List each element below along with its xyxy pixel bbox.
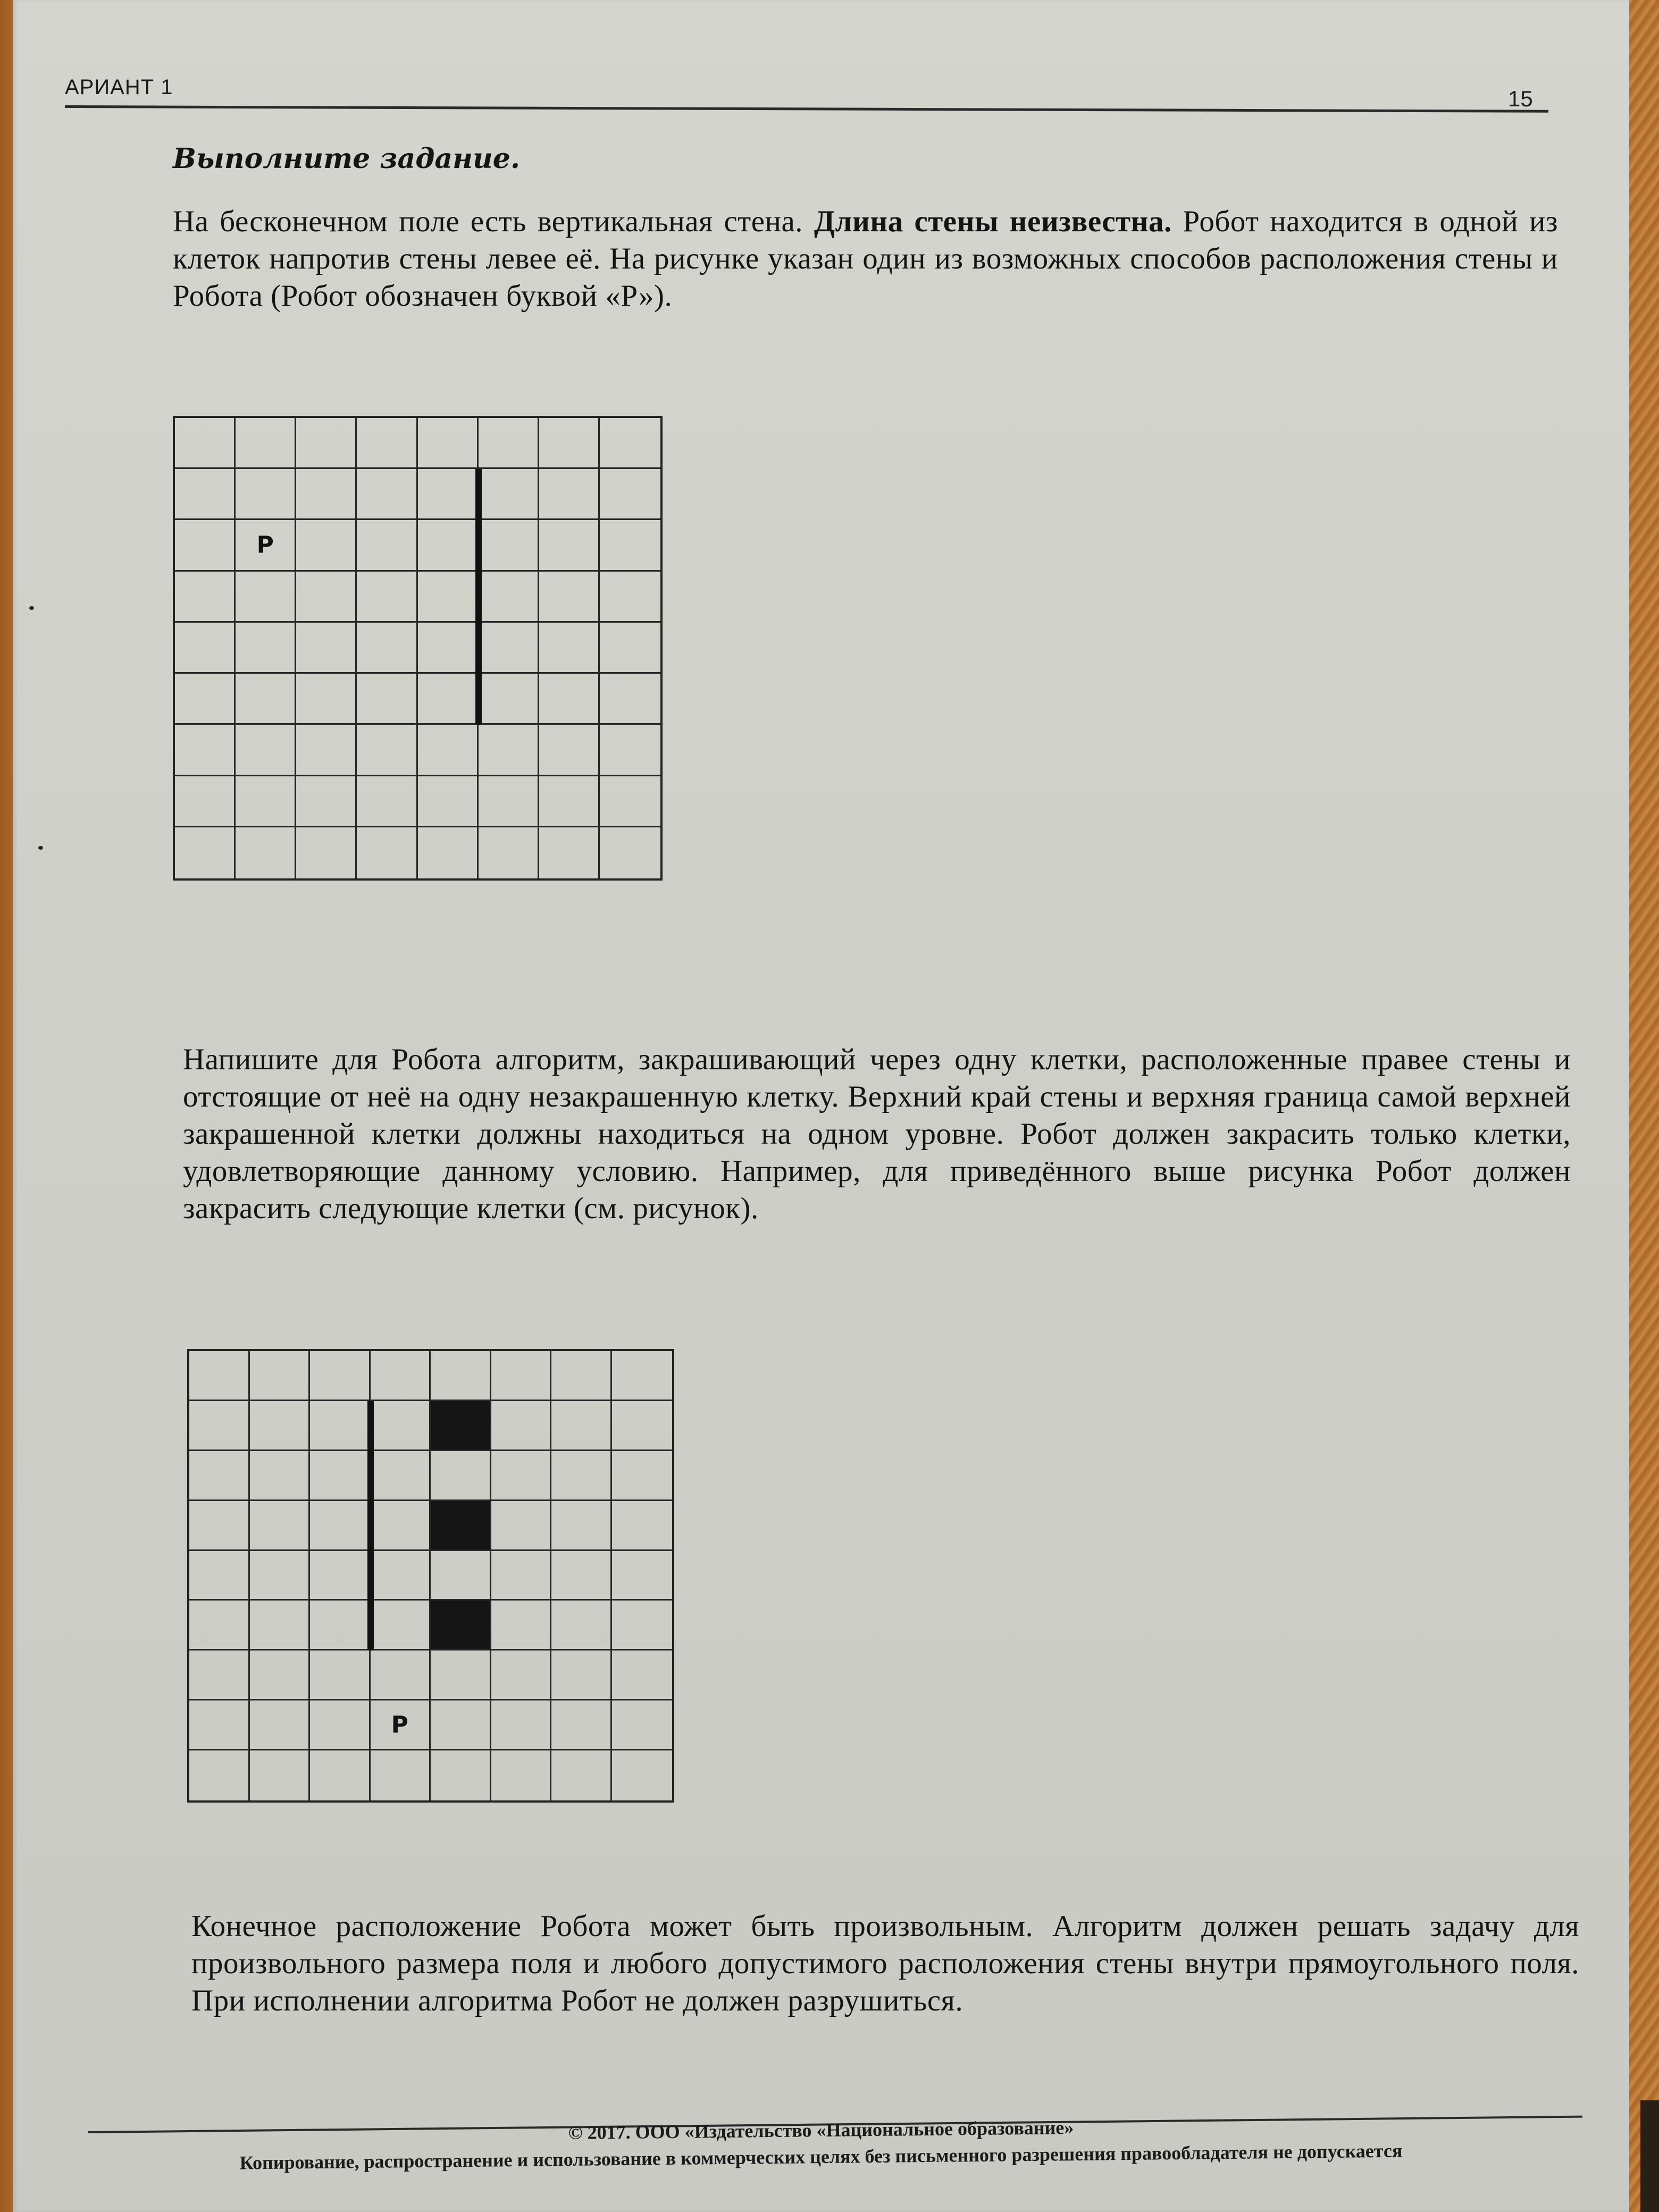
grid-cell [418,827,479,878]
grid-cell [357,572,417,623]
grid-cell [175,827,236,878]
grid-cell [189,1551,250,1601]
grid-cell [479,520,539,571]
grid-cell [479,725,539,776]
grid-cell [357,827,417,878]
task-paragraph-2: Напишите для Робота алгоритм, закрашивающий через одну клетки, расположенные правее стены и отстоящие от неё на одну незакрашенную клетку. Верхний край стены и верхняя граница самой верхней закрашенной клетки должны находиться на одном уровне. Робот должен закрасить только клетки, удовлетворяющие данному условию. Например, для приведённого выше рисунка Робот должен закрасить следующие клетки (см. рисунок). [183,1043,1571,1225]
grid-cell [612,1551,673,1601]
grid-cell [491,1501,552,1551]
grid-cell [539,469,600,520]
grid-cell [250,1551,311,1601]
grid-cell [612,1750,673,1800]
grid-cell [600,827,660,878]
grid-cell [431,1650,491,1700]
grid-cell [418,520,479,571]
grid-cell [371,1650,431,1700]
grid-cell [479,776,539,827]
grid-cell [236,623,296,674]
grid-cell [600,725,660,776]
grid-cell [418,469,479,520]
grid-cell [189,1351,250,1401]
grid-cell [539,572,600,623]
grid-cell [310,1401,371,1451]
grid-cell [357,623,417,674]
grid-cell [612,1700,673,1750]
grid-cell [431,1351,491,1401]
grid-cell [551,1750,612,1800]
grid-cell [479,469,539,520]
paragraph-1-text-b: Робот находится в одной из клеток напротив стены левее её. На рисунке указан один из возможных способов расположения стены и Робота (Робот обозначен буквой «Р»). [173,205,1558,313]
grid-cell [296,725,357,776]
grid-cell [310,1451,371,1501]
variant-label: АРИАНТ 1 [65,76,173,99]
painted-cell [431,1601,491,1650]
grid-cell [551,1451,612,1501]
grid-cell [479,674,539,725]
grid-cell [431,1451,491,1501]
grid-cell [418,725,479,776]
grid-cell [371,1401,431,1451]
grid-cell [175,674,236,725]
grid-cell [296,469,357,520]
grid-cell [189,1650,250,1700]
grid-cell [418,674,479,725]
grid-cell [371,1750,431,1800]
grid-cell [189,1401,250,1451]
grid-cell [371,1601,431,1650]
grid-cell [236,572,296,623]
grid-cell [491,1551,552,1601]
painted-cell [431,1401,491,1451]
header-divider [65,105,1548,113]
grid-cell [357,469,417,520]
grid-cell [491,1700,552,1750]
grid-cell [539,674,600,725]
grid-cell [296,674,357,725]
grid-cell [250,1351,311,1401]
grid-cell [479,827,539,878]
grid-cell [600,572,660,623]
grid-cell [551,1501,612,1551]
grid-cell [539,418,600,469]
grid-cell [296,623,357,674]
grid-cell [250,1750,311,1800]
grid-cell [310,1650,371,1700]
grid-cell [296,572,357,623]
grid-cell [600,469,660,520]
page-number: 15 [1508,86,1533,111]
exam-page [13,0,1629,2212]
grid-cell [250,1401,311,1451]
task-paragraph-3: Конечное расположение Робота может быть произвольным. Алгоритм должен решать задачу для произвольного размера поля и любого допустимого расположения стены внутри прямоугольного поля. При исполнении алгоритма Робот не должен разрушиться. [191,1909,1579,2017]
grid-cell [175,572,236,623]
grid-cell [236,469,296,520]
grid-cell [357,674,417,725]
grid-cell [491,1750,552,1800]
grid-cell [175,623,236,674]
grid-cell [551,1700,612,1750]
grid-cell [236,827,296,878]
grid-cell [539,520,600,571]
grid-cell [357,776,417,827]
grid-cell [539,725,600,776]
grid-cell [491,1451,552,1501]
grid-cell [310,1750,371,1800]
grid-cell [491,1650,552,1700]
grid-cell [612,1601,673,1650]
grid-cell [600,674,660,725]
grid-cell [357,725,417,776]
grid-cell [600,623,660,674]
grid-cell [551,1551,612,1601]
grid-cell [236,674,296,725]
grid-cell [189,1601,250,1650]
grid-cell [310,1551,371,1601]
grid-cell [189,1750,250,1800]
grid-cell [418,572,479,623]
table-surface-right [1627,0,1659,2212]
paper-speck [38,846,43,850]
grid-cell [612,1501,673,1551]
grid-cell [296,776,357,827]
grid-cell [310,1351,371,1401]
grid-cell [250,1451,311,1501]
grid-cell [371,1451,431,1501]
grid-cell [189,1501,250,1551]
grid-cell [431,1700,491,1750]
grid-cell [250,1601,311,1650]
grid-cell [418,623,479,674]
grid-cell [236,520,296,571]
grid-cell [600,776,660,827]
grid-cell [310,1501,371,1551]
footer-copyright: © 2017. ООО «Издательство «Национальное образование» [568,2117,1074,2143]
grid-cell [189,1700,250,1750]
paragraph-1-bold: Длина стены неизвестна. [814,205,1172,238]
grid-cell [236,418,296,469]
grid-cell [236,776,296,827]
grid-cell [371,1501,431,1551]
grid-cell [491,1601,552,1650]
grid-cell [175,469,236,520]
grid-cell [431,1750,491,1800]
grid-cell [250,1650,311,1700]
grid-cell [250,1700,311,1750]
grid-cell [296,418,357,469]
grid-cell [175,520,236,571]
grid-cell [491,1351,552,1401]
grid-cell [551,1351,612,1401]
grid-cell [551,1401,612,1451]
grid-cell [310,1601,371,1650]
grid-cell [539,776,600,827]
grid-cell [310,1700,371,1750]
grid-cell [236,725,296,776]
grid-cell [479,572,539,623]
grid-cell [539,623,600,674]
grid-cell [612,1451,673,1501]
grid-cell [357,418,417,469]
grid-cell [491,1401,552,1451]
grid-cell [612,1650,673,1700]
grid-cell [551,1601,612,1650]
grid-cell [296,827,357,878]
grid-cell [296,520,357,571]
grid-cell [551,1650,612,1700]
grid-cell [175,725,236,776]
figure-result-field [187,1349,674,1803]
grid-cell [612,1351,673,1401]
painted-cell [431,1501,491,1551]
robot-marker: Р [391,1711,408,1739]
grid-cell [479,418,539,469]
grid-cell [371,1551,431,1601]
grid-cell [612,1401,673,1451]
paper-speck [29,606,34,610]
paragraph-1-text-a: На бесконечном поле есть вертикальная стена. [173,205,814,238]
wall-segment [367,1401,374,1650]
robot-marker: Р [256,531,274,559]
grid-cell [418,418,479,469]
grid-cell [539,827,600,878]
footer-copy-notice: Копирование, распространение и использование в коммерческих целях без письменного разрешения правообладателя не допускается [239,2140,1403,2174]
grid-cell [479,623,539,674]
grid-cell [250,1501,311,1551]
grid-cell [175,776,236,827]
task-paragraph-1 [173,203,1558,315]
grid-cell [371,1351,431,1401]
grid-cell [357,520,417,571]
grid-cell [600,520,660,571]
background-shadow [1640,2100,1659,2212]
grid-cell [600,418,660,469]
task-title: Выполните задание. [173,143,520,175]
grid-cell [431,1551,491,1601]
grid-cell [371,1700,431,1750]
grid-cell [189,1451,250,1501]
grid-cell [175,418,236,469]
wall-segment [475,469,482,725]
figure-initial-field [173,416,663,881]
grid-cell [418,776,479,827]
